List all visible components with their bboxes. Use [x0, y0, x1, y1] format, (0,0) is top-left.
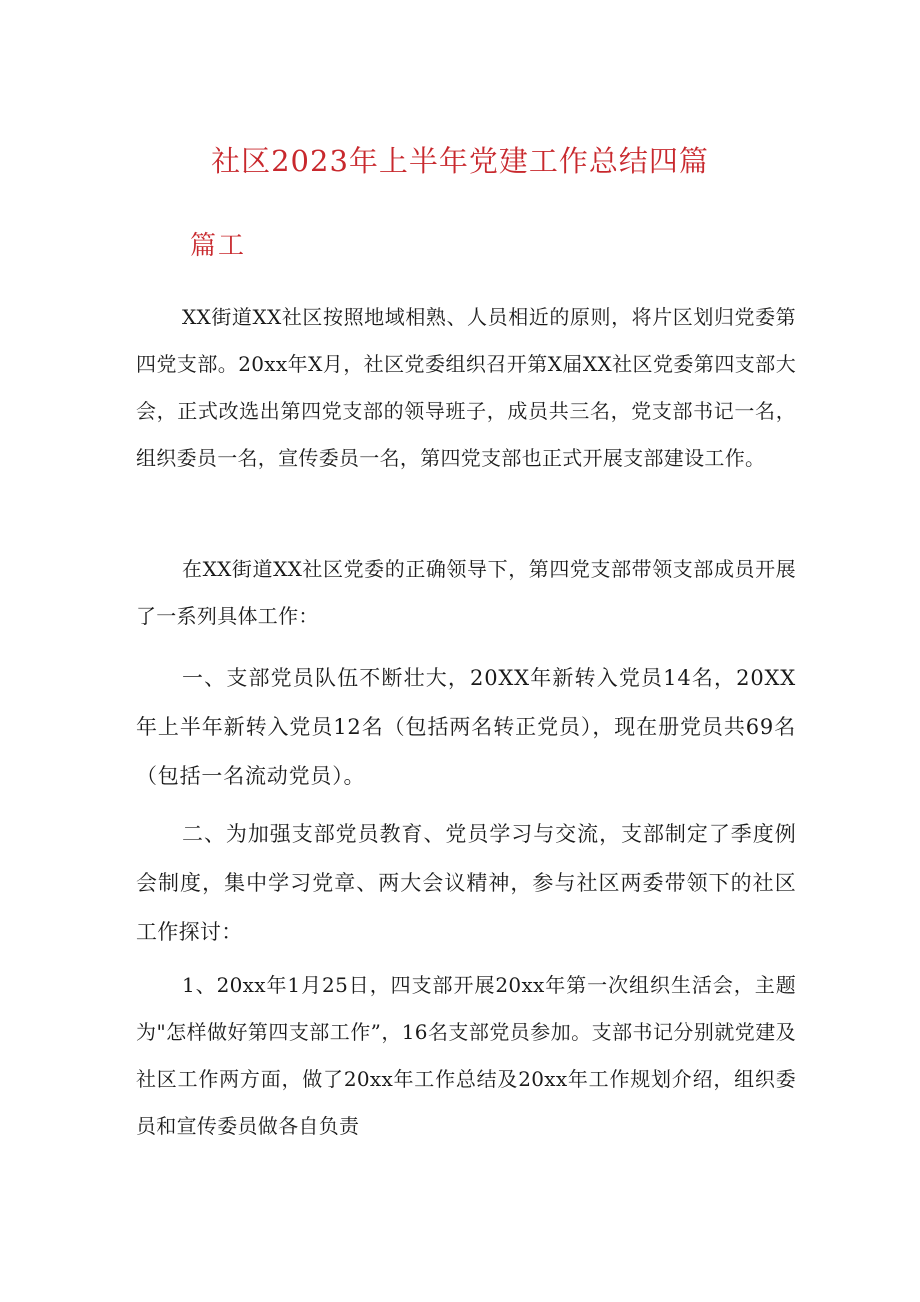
paragraph-1: XX街道XX社区按照地域相熟、人员相近的原则，将片区划归党委第四党支部。20xx年X月，社区党委组织召开第X届XX社区党委第四支部大会，正式改选出第四党支部的领导班子，成员共三名，党支部书记一名，组织委员一名，宣传委员一名，第四党支部也正式开展支部建设工作。 — [136, 305, 796, 470]
document-title: 社区2023年上半年党建工作总结四篇 — [211, 144, 709, 178]
paragraph-2: 在XX街道XX社区党委的正确领导下，第四党支部带领支部成员开展了一系列具体工作： — [136, 557, 796, 628]
section-heading: 篇工 — [190, 231, 247, 261]
paragraph-4: 二、为加强支部党员教育、党员学习与交流，支部制定了季度例会制度，集中学习党章、两大会议精神，参与社区两委带领下的社区工作探讨： — [136, 822, 796, 944]
paragraph-3: 一、支部党员队伍不断壮大，20XX年新转入党员14名，20XX年上半年新转入党员12名（包括两名转正党员），现在册党员共69名（包括一名流动党员）。 — [136, 666, 796, 788]
paragraph-5: 1、20xx年1月25日，四支部开展20xx年第一次组织生活会，主题为"怎样做好第四支部工作”，16名支部党员参加。支部书记分别就党建及社区工作两方面，做了20xx年工作总结及20xx年工作规划介绍，组织委员和宣传委员做各自负责 — [136, 973, 796, 1138]
